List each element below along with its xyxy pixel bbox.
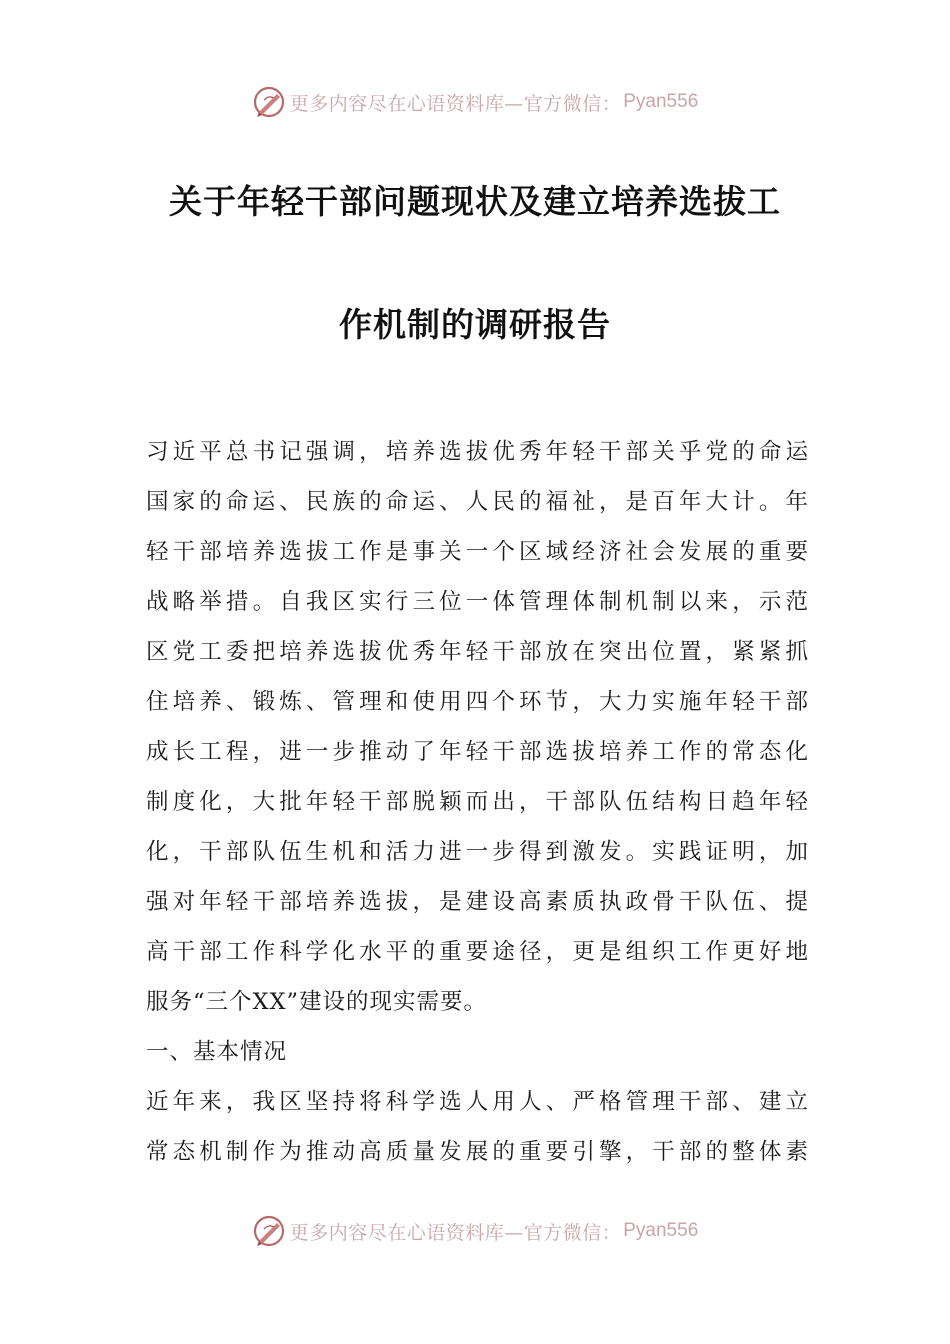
document-body: [146, 427, 808, 1177]
body-line: 成长工程，进一步推动了年轻干部选拔培养工作的常态化: [146, 739, 808, 765]
body-line: 战略举措。自我区实行三位一体管理体制机制以来，示范: [146, 589, 808, 615]
document-title-line-1: 关于年轻干部问题现状及建立培养选拔工: [169, 182, 781, 221]
pen-logo-icon: [252, 1214, 286, 1248]
body-line: 区党工委把培养选拔优秀年轻干部放在突出位置，紧紧抓: [146, 639, 808, 665]
body-line: 国家的命运、民族的命运、人民的福祉，是百年大计。年: [146, 489, 808, 515]
watermark-wechat-id: Pyan556: [623, 91, 699, 112]
body-line: 常态机制作为推动高质量发展的重要引擎，干部的整体素: [146, 1139, 808, 1165]
body-line: 习近平总书记强调，培养选拔优秀年轻干部关乎党的命运: [146, 439, 808, 465]
watermark-banner-top: [0, 82, 950, 122]
body-line: 化，干部队伍生机和活力进一步得到激发。实践证明，加: [146, 839, 808, 865]
watermark-text: 更多内容尽在心语资料库—官方微信：: [289, 1221, 622, 1244]
section-heading: 一、基本情况: [146, 1039, 288, 1065]
body-line: 住培养、锻炼、管理和使用四个环节，大力实施年轻干部: [146, 689, 808, 715]
body-line: 制度化，大批年轻干部脱颖而出，干部队伍结构日趋年轻: [146, 789, 808, 815]
watermark-wechat-id: Pyan556: [623, 1220, 699, 1241]
pen-logo-icon: [252, 85, 286, 119]
body-line: 强对年轻干部培养选拔，是建设高素质执政骨干队伍、提: [146, 889, 808, 915]
watermark-banner-bottom: [0, 1211, 950, 1251]
body-line: 高干部工作科学化水平的重要途径，更是组织工作更好地: [146, 939, 808, 965]
body-line: 服务“三个XX”建设的现实需要。: [146, 989, 488, 1015]
document-title-line-2: 作机制的调研报告: [339, 305, 611, 344]
body-line: 轻干部培养选拔工作是事关一个区域经济社会发展的重要: [146, 539, 808, 565]
body-line: 近年来，我区坚持将科学选人用人、严格管理干部、建立: [146, 1089, 808, 1115]
watermark-text: 更多内容尽在心语资料库—官方微信：: [289, 92, 622, 115]
